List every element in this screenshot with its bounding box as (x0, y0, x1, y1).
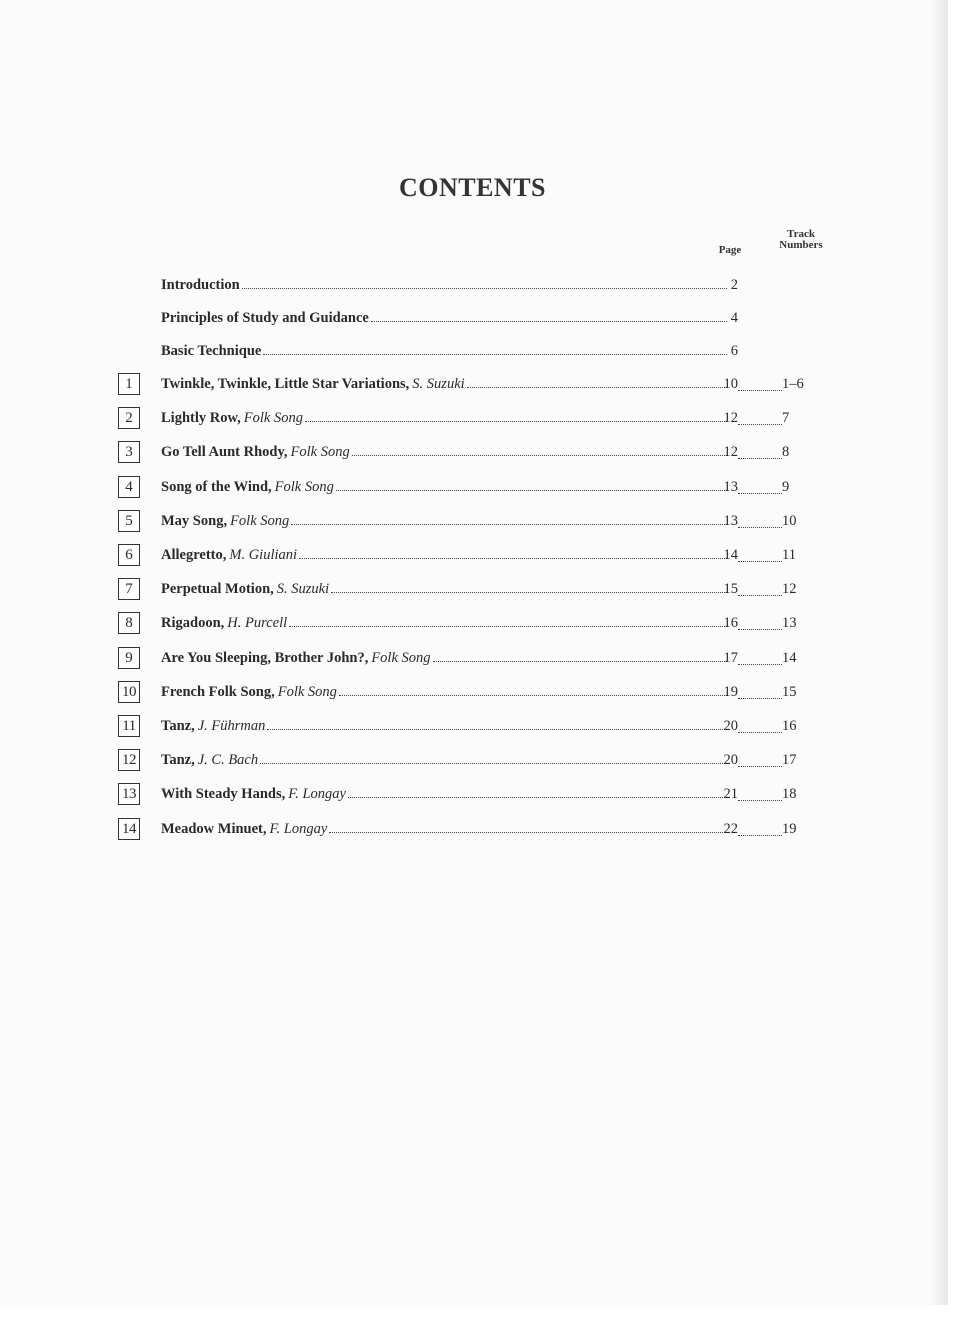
entry-page-number: 22 (723, 821, 738, 837)
entry-title: Are You Sleeping, Brother John?, (161, 650, 369, 666)
entry-title-line (161, 752, 729, 769)
entry-track-number: 12 (782, 581, 797, 597)
toc-entry-piece[interactable] (118, 476, 818, 502)
page-title: CONTENTS (398, 173, 547, 202)
toc-entry-piece[interactable] (118, 749, 818, 775)
toc-entry-piece[interactable] (118, 373, 818, 399)
entry-track-number: 15 (782, 684, 797, 700)
piece-number-box: 11 (118, 715, 140, 737)
dot-leader (289, 626, 727, 627)
entry-track-number: 11 (782, 547, 796, 563)
piece-number-box: 6 (118, 544, 140, 566)
track-dot-leader (738, 732, 782, 733)
track-dot-leader (738, 835, 782, 836)
dot-leader (433, 661, 727, 662)
entry-page-number: 4 (730, 310, 738, 326)
entry-composer: S. Suzuki (412, 376, 465, 392)
entry-title: Tanz, (161, 718, 195, 734)
track-column-header (768, 229, 834, 251)
piece-number-box: 8 (118, 612, 140, 634)
piece-number-box: 5 (118, 510, 140, 532)
toc-entry-piece[interactable] (118, 715, 818, 741)
entry-page-number: 20 (723, 752, 738, 768)
track-dot-leader (738, 629, 782, 630)
entry-track-number: 16 (782, 718, 797, 734)
entry-track-number: 18 (782, 786, 797, 802)
toc-entry-piece[interactable] (118, 578, 818, 604)
toc-entry-front[interactable] (118, 307, 818, 333)
entry-title-line (161, 547, 729, 564)
entry-page-number: 2 (730, 277, 738, 293)
entry-page-number: 12 (723, 444, 738, 460)
toc-entry-piece[interactable] (118, 818, 818, 844)
toc-entry-piece[interactable] (118, 783, 818, 809)
entry-title: Go Tell Aunt Rhody, (161, 444, 288, 460)
entry-track-number: 1–6 (782, 376, 804, 392)
dot-leader (467, 387, 727, 388)
entry-composer: M. Giuliani (229, 547, 298, 563)
entry-page-number: 13 (723, 479, 738, 495)
track-dot-leader (738, 493, 782, 494)
entry-composer: F. Longay (269, 821, 328, 837)
entry-composer: Folk Song (243, 410, 303, 426)
dot-leader (329, 832, 727, 833)
dot-leader (339, 695, 727, 696)
entry-title-line (161, 581, 729, 598)
piece-number-box: 1 (118, 373, 140, 395)
dot-leader (305, 421, 727, 422)
piece-number-box: 3 (118, 441, 140, 463)
dot-leader (348, 797, 727, 798)
page-column-header: Page (718, 244, 742, 256)
entry-composer: Folk Song (371, 650, 431, 666)
entry-track-number: 8 (782, 444, 790, 460)
piece-number-box: 12 (118, 749, 140, 771)
track-header-line1: Track (787, 228, 815, 240)
piece-number-box: 2 (118, 407, 140, 429)
entry-title-line (161, 684, 729, 701)
entry-page-number: 10 (723, 376, 738, 392)
entry-title-line (161, 718, 729, 735)
entry-track-number: 9 (782, 479, 790, 495)
entry-page-number: 17 (723, 650, 738, 666)
dot-leader (371, 321, 727, 322)
entry-title: Twinkle, Twinkle, Little Star Variations, (161, 376, 410, 392)
entry-title-line (161, 310, 729, 327)
entry-title: Basic Technique (161, 343, 262, 359)
track-dot-leader (738, 390, 782, 391)
entry-title: Tanz, (161, 752, 195, 768)
entry-title: Song of the Wind, (161, 479, 272, 495)
track-dot-leader (738, 595, 782, 596)
entry-composer: S. Suzuki (276, 581, 330, 597)
track-dot-leader (738, 424, 782, 425)
entry-page-number: 15 (723, 581, 738, 597)
toc-entry-piece[interactable] (118, 441, 818, 467)
toc-entry-piece[interactable] (118, 612, 818, 638)
entry-title: Meadow Minuet, (161, 821, 267, 837)
entry-title: Allegretto, (161, 547, 227, 563)
track-dot-leader (738, 766, 782, 767)
toc-entry-front[interactable] (118, 340, 818, 366)
dot-leader (352, 455, 727, 456)
entry-title-line (161, 513, 729, 530)
track-dot-leader (738, 458, 782, 459)
entry-composer: Folk Song (230, 513, 290, 529)
toc-entry-piece[interactable] (118, 407, 818, 433)
entry-track-number: 19 (782, 821, 797, 837)
dot-leader (331, 592, 727, 593)
entry-page-number: 14 (723, 547, 738, 563)
entry-page-number: 21 (723, 786, 738, 802)
dot-leader (299, 558, 727, 559)
entry-page-number: 20 (723, 718, 738, 734)
entry-composer: Folk Song (274, 479, 334, 495)
dot-leader (291, 524, 727, 525)
entry-title: Lightly Row, (161, 410, 241, 426)
entry-title: With Steady Hands, (161, 786, 286, 802)
entry-track-number: 10 (782, 513, 797, 529)
track-dot-leader (738, 664, 782, 665)
piece-number-box: 7 (118, 578, 140, 600)
entry-composer: H. Purcell (227, 615, 288, 631)
entry-composer: F. Longay (288, 786, 346, 802)
entry-title: French Folk Song, (161, 684, 275, 700)
dot-leader (336, 490, 727, 491)
entry-title: Rigadoon, (161, 615, 225, 631)
toc-entry-piece[interactable] (118, 544, 818, 570)
toc-entry-piece[interactable] (118, 510, 818, 536)
entry-title: Introduction (161, 277, 240, 293)
entry-title-line (161, 650, 729, 667)
entry-title-line (161, 277, 729, 294)
entry-track-number: 7 (782, 410, 790, 426)
track-dot-leader (738, 527, 782, 528)
piece-number-box: 14 (118, 818, 140, 840)
entry-title: Principles of Study and Guidance (161, 310, 369, 326)
entry-title-line (161, 615, 729, 632)
entry-title-line (161, 821, 729, 838)
track-dot-leader (738, 561, 782, 562)
entry-title-line (161, 376, 729, 393)
entry-composer: Folk Song (290, 444, 350, 460)
piece-number-box: 13 (118, 783, 140, 805)
entry-composer: J. Führman (197, 718, 266, 734)
dot-leader (267, 729, 727, 730)
dot-leader (242, 288, 727, 289)
entry-page-number: 12 (723, 410, 738, 426)
dot-leader (260, 763, 727, 764)
entry-title-line (161, 444, 729, 461)
entry-title: Perpetual Motion, (161, 581, 274, 597)
toc-entry-piece[interactable] (118, 681, 818, 707)
piece-number-box: 4 (118, 476, 140, 498)
entry-page-number: 13 (723, 513, 738, 529)
toc-entry-piece[interactable] (118, 647, 818, 673)
entry-track-number: 17 (782, 752, 797, 768)
entry-title-line (161, 343, 729, 360)
entry-title-line (161, 786, 729, 803)
piece-number-box: 10 (118, 681, 140, 703)
entry-composer: J. C. Bach (197, 752, 259, 768)
track-dot-leader (738, 800, 782, 801)
entry-track-number: 14 (782, 650, 797, 666)
piece-number-box: 9 (118, 647, 140, 669)
entry-title: May Song, (161, 513, 228, 529)
dot-leader (263, 354, 727, 355)
entry-title-line (161, 410, 729, 427)
track-dot-leader (738, 698, 782, 699)
entry-composer: Folk Song (277, 684, 337, 700)
entry-page-number: 16 (723, 615, 738, 631)
entry-title-line (161, 479, 729, 496)
track-header-line2: Numbers (779, 239, 823, 251)
entry-page-number: 19 (723, 684, 738, 700)
entry-page-number: 6 (730, 343, 738, 359)
entry-track-number: 13 (782, 615, 797, 631)
toc-entry-front[interactable] (118, 274, 818, 300)
